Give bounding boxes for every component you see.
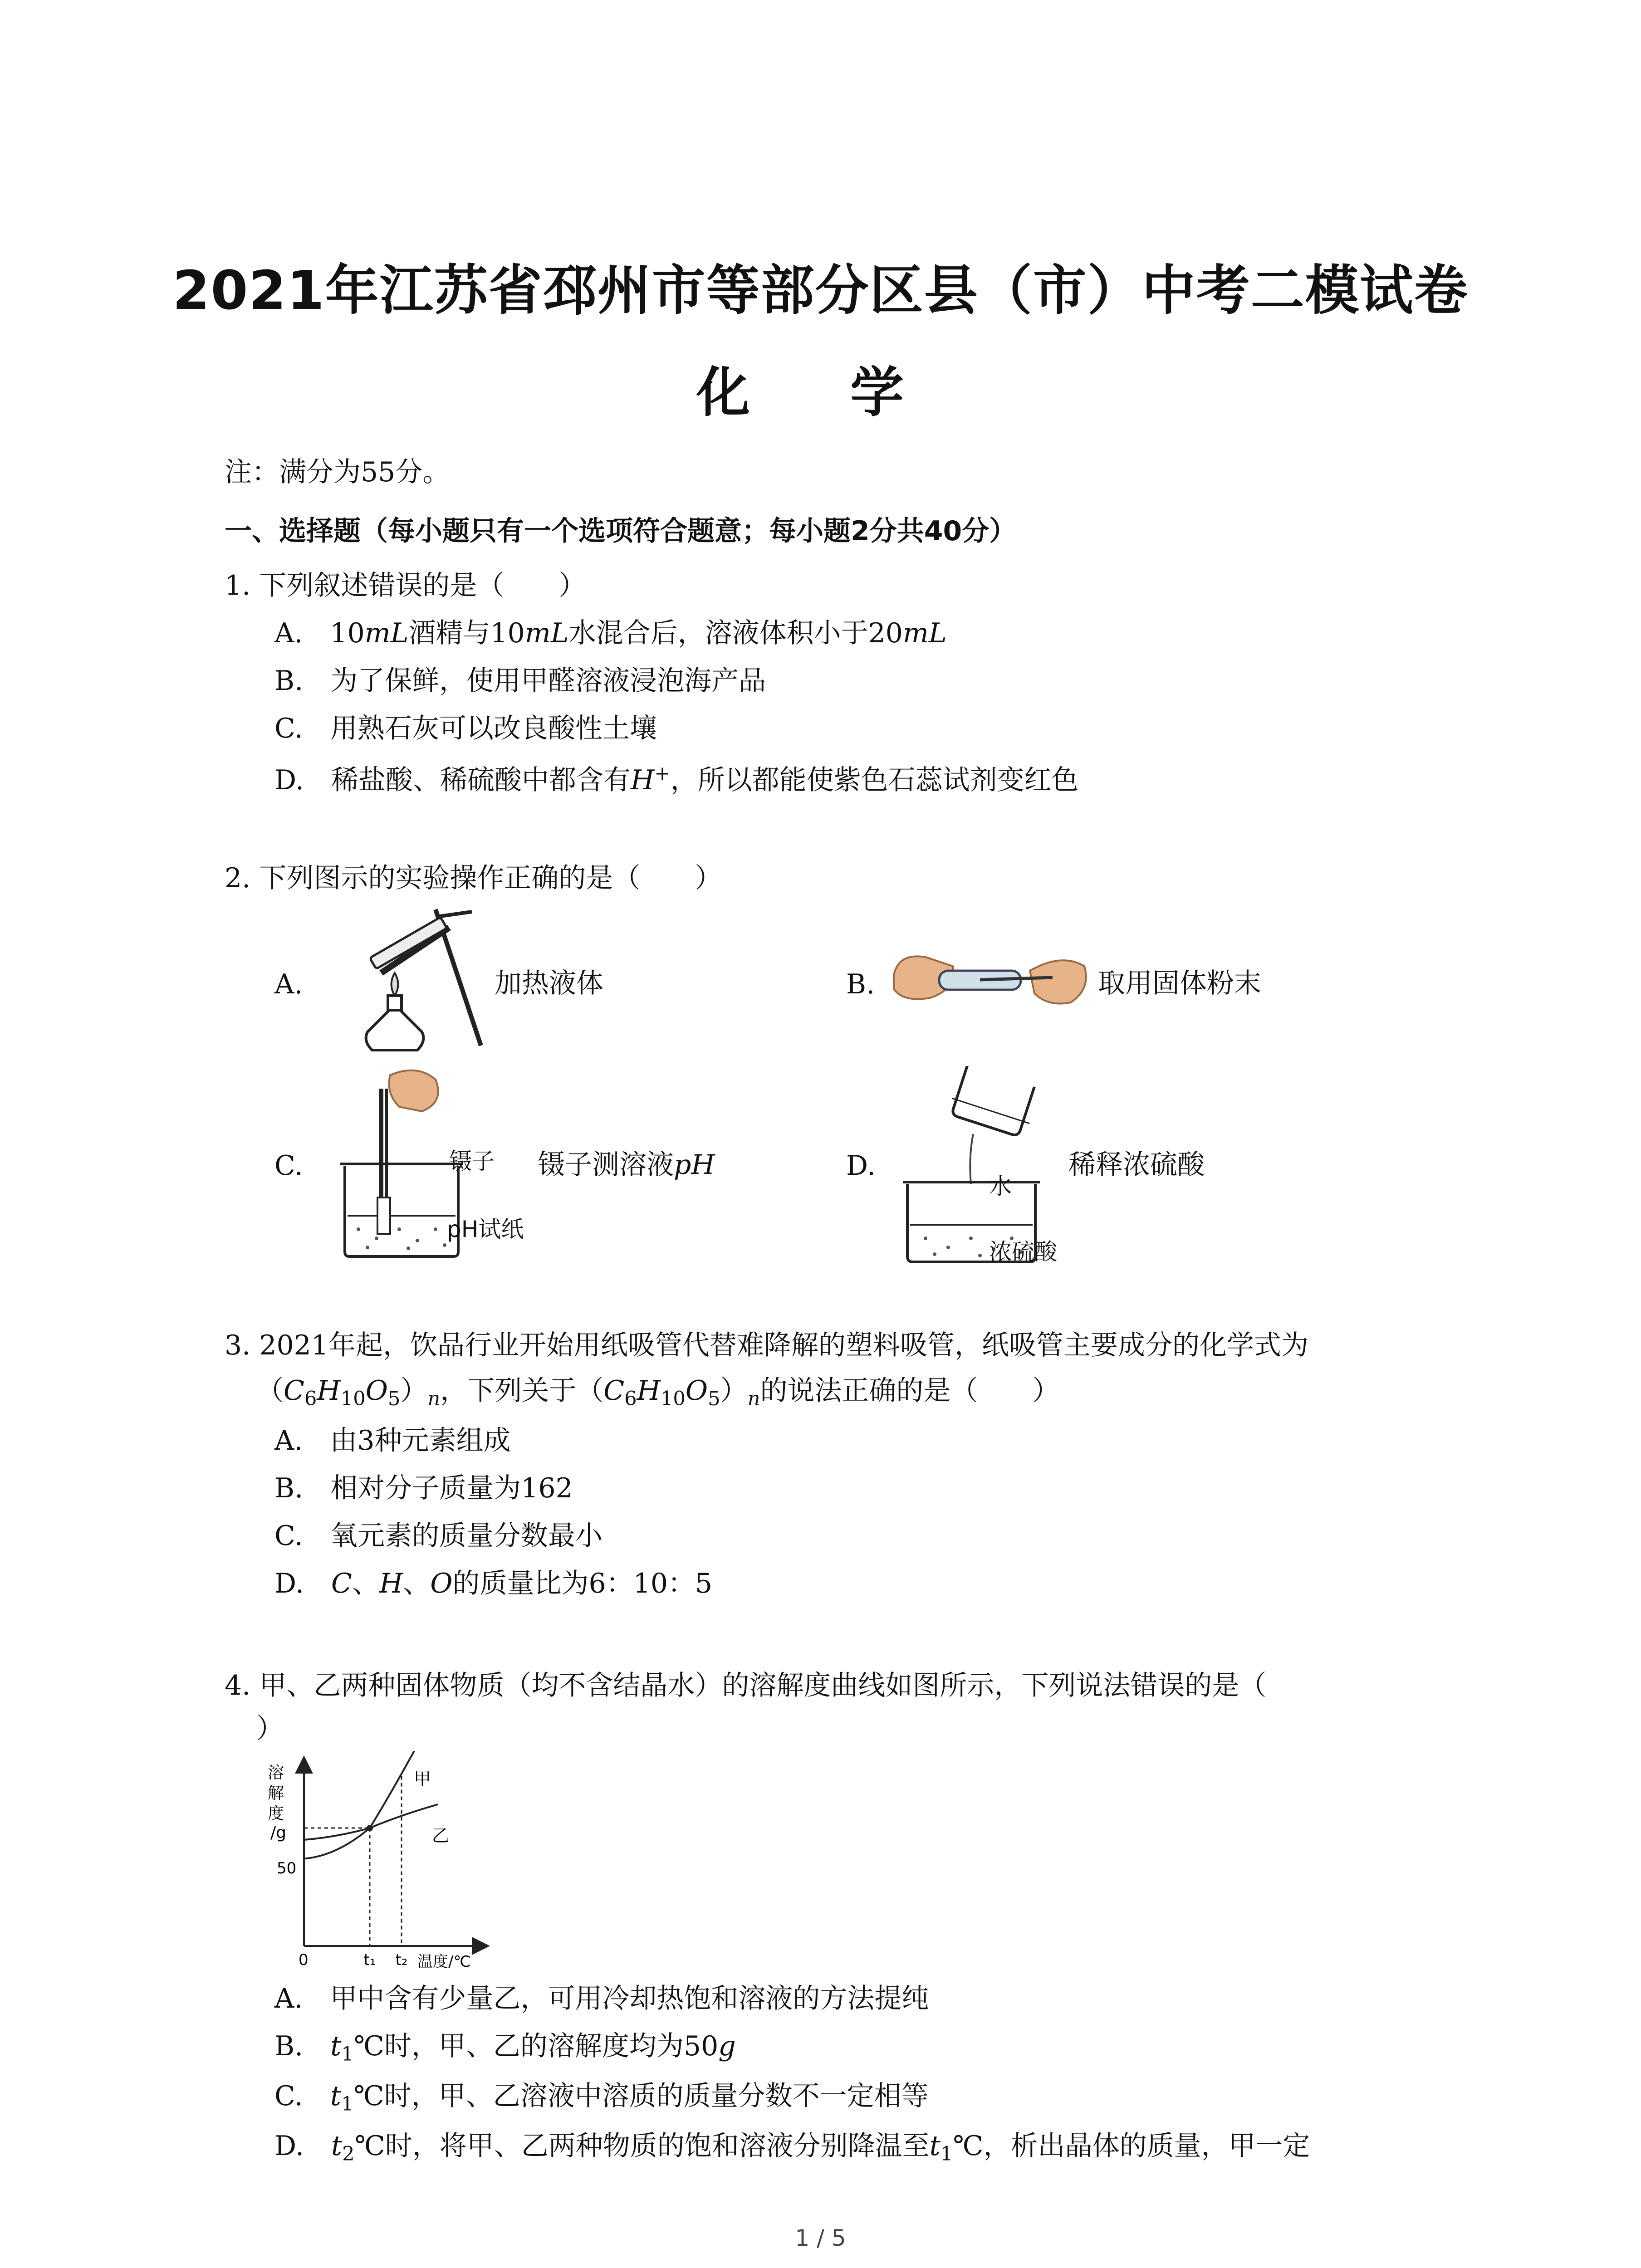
subject-title: 化 学 bbox=[696, 361, 945, 424]
q4-option-c: C. $t_1℃$时，甲、乙溶液中溶质的质量分数不一定相等 bbox=[274, 2080, 929, 2116]
q1-option-d: D. 稀盐酸、稀硫酸中都含有H+，所以都能使紫色石蕊试剂变红色 bbox=[274, 762, 1079, 796]
concentrated-acid-label: 浓硫酸 bbox=[989, 1239, 1057, 1265]
q3-stem-line2: $(C_6H_{10}O_5)_n$，下列关于$(C_6H_{10}O_5)_n$的说法正确的是（ ） bbox=[256, 1375, 1060, 1411]
x-tick-t2: t₂ bbox=[395, 1951, 408, 1969]
q1-option-b: B. 为了保鲜，使用甲醛溶液浸泡海产品 bbox=[274, 665, 766, 697]
q4-stem-line1: 4. 甲、乙两种固体物质（均不含结晶水）的溶解度曲线如图所示，下列说法错误的是（ bbox=[225, 1670, 1267, 1701]
origin-label: 0 bbox=[299, 1951, 309, 1969]
q3-option-c: C. 氧元素的质量分数最小 bbox=[274, 1520, 603, 1552]
series-line-yi bbox=[304, 1804, 438, 1840]
q2-option-b-letter: B. bbox=[846, 968, 875, 1000]
page-number: 1 / 5 bbox=[795, 2225, 846, 2251]
y-label-char-4: /g bbox=[270, 1823, 286, 1842]
series-label-yi: 乙 bbox=[432, 1826, 450, 1846]
page-title: 2021年江苏省邳州市等部分区县（市）中考二模试卷 bbox=[172, 259, 1469, 322]
q1-option-c: C. 用熟石灰可以改良酸性土壤 bbox=[274, 713, 657, 744]
solubility-chart bbox=[254, 1751, 490, 1969]
tweezers-label: 镊子 bbox=[449, 1148, 495, 1174]
q4-stem-line2: ） bbox=[256, 1713, 284, 1745]
q2-option-d-letter: D. bbox=[846, 1150, 876, 1182]
q2-option-c-caption: 镊子测溶液pH bbox=[538, 1149, 715, 1181]
q2-stem: 2. 下列图示的实验操作正确的是（ ） bbox=[225, 862, 722, 894]
x-axis-label: 温度/℃ bbox=[417, 1953, 471, 1969]
q4-option-d: D. $t_2℃$时，将甲、乙两种物质的饱和溶液分别降温至$t_1℃$，析出晶体的质量，甲一定 bbox=[274, 2130, 1310, 2166]
ph-paper-label: pH试纸 bbox=[447, 1216, 524, 1242]
x-tick-t1: t₁ bbox=[363, 1951, 376, 1969]
q3-option-b: B. 相对分子质量为162 bbox=[274, 1472, 573, 1504]
q1-stem: 1. 下列叙述错误的是（ ） bbox=[225, 570, 586, 601]
score-note: 注：满分为55分。 bbox=[225, 456, 450, 488]
q2-option-a-caption: 加热液体 bbox=[495, 968, 603, 999]
y-tick-50: 50 bbox=[277, 1859, 297, 1877]
section-heading: 一、选择题（每小题只有一个选项符合题意；每小题2分共40分） bbox=[225, 515, 1017, 547]
water-label: 水 bbox=[989, 1173, 1012, 1199]
y-label-char-3: 度 bbox=[268, 1804, 284, 1823]
q2-option-c-letter: C. bbox=[274, 1150, 303, 1182]
q3-option-d: D. C、H、O的质量比为6：10：5 bbox=[274, 1568, 713, 1599]
intersection-point bbox=[367, 1825, 373, 1831]
series-label-jia: 甲 bbox=[414, 1769, 431, 1789]
heating-liquid-illustration bbox=[313, 900, 504, 1064]
q4-option-a: A. 甲中含有少量乙，可用冷却热饱和溶液的方法提纯 bbox=[274, 1983, 929, 2014]
y-label-char-2: 解 bbox=[268, 1784, 284, 1803]
q3-option-a: A. 由3种元素组成 bbox=[274, 1425, 511, 1457]
q3-stem-line1: 3. 2021年起，饮品行业开始用纸吸管代替难降解的塑料吸管，纸吸管主要成分的化学式为 bbox=[225, 1330, 1309, 1361]
q2-option-a-letter: A. bbox=[274, 968, 303, 1000]
series-line-jia bbox=[304, 1751, 429, 1859]
y-label-char-1: 溶 bbox=[268, 1764, 284, 1782]
q2-option-d-caption: 稀释浓硫酸 bbox=[1068, 1149, 1205, 1181]
q1-option-a: A. 10mL酒精与10mL水混合后，溶液体积小于20mL bbox=[274, 617, 947, 649]
q2-option-b-caption: 取用固体粉末 bbox=[1098, 968, 1261, 999]
powder-taking-illustration bbox=[889, 934, 1093, 1025]
q4-option-b: B. $t_1℃$时，甲、乙的溶解度均为50g bbox=[274, 2030, 736, 2066]
